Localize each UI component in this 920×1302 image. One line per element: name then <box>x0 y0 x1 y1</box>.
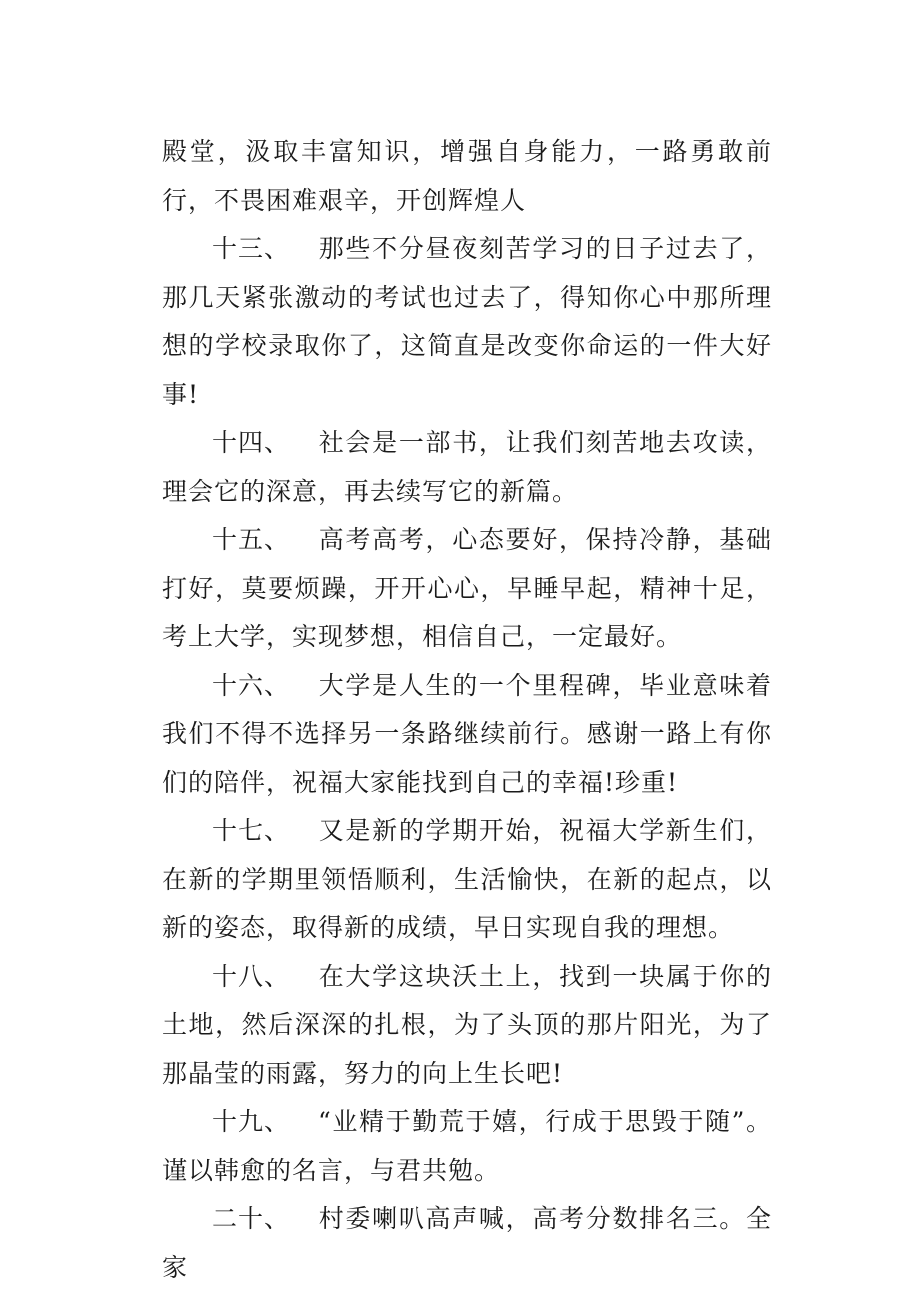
paragraph-number: 十八、 <box>212 961 291 991</box>
paragraph-text: 村委喇叭高声喊，高考分数排名三。全家 <box>162 1204 772 1282</box>
paragraph-number: 二十、 <box>212 1204 291 1233</box>
paragraph-text: 那些不分昼夜刻苦学习的日子过去了，那几天紧张激动的考试也过去了，得知你心中那所理想的学校录取你了，这简直是改变你命运的一件大好事! <box>162 234 772 409</box>
paragraph-17 <box>162 807 772 953</box>
paragraph-number: 十三、 <box>212 234 291 263</box>
paragraph-15 <box>162 516 772 662</box>
paragraph-number: 十六、 <box>212 670 291 700</box>
paragraph-14 <box>162 419 772 516</box>
paragraph-text: 在大学这块沃土上，找到一块属于你的土地，然后深深的扎根，为了头顶的那片阳光，为了那晶莹的雨露，努力的向上生长吧! <box>162 961 772 1088</box>
paragraph-continued <box>162 128 772 225</box>
paragraph-number: 十四、 <box>212 428 291 457</box>
paragraph-13 <box>162 225 772 419</box>
paragraph-text: 殿堂，汲取丰富知识，增强自身能力，一路勇敢前行，不畏困难艰辛，开创辉煌人 <box>162 137 772 215</box>
paragraph-text: 高考高考，心态要好，保持冷静，基础打好，莫要烦躁，开开心心，早睡早起，精神十足，考上大学，实现梦想，相信自己，一定最好。 <box>162 525 772 651</box>
paragraph-18 <box>162 953 772 1099</box>
paragraph-20 <box>162 1195 772 1292</box>
paragraph-16 <box>162 662 772 808</box>
paragraph-number: 十七、 <box>212 816 291 845</box>
document-body <box>162 128 772 1292</box>
paragraph-text: 社会是一部书，让我们刻苦地去攻读，理会它的深意，再去续写它的新篇。 <box>162 428 772 506</box>
paragraph-number: 十五、 <box>212 525 291 554</box>
paragraph-19 <box>162 1098 772 1195</box>
paragraph-number: 十九、 <box>212 1107 291 1136</box>
paragraph-text: 大学是人生的一个里程碑，毕业意味着我们不得不选择另一条路继续前行。感谢一路上有你们的陪伴，祝福大家能找到自己的幸福!珍重! <box>162 670 772 797</box>
paragraph-text: 又是新的学期开始，祝福大学新生们，在新的学期里领悟顺利，生活愉快，在新的起点，以新的姿态，取得新的成绩，早日实现自我的理想。 <box>162 816 772 942</box>
paragraph-text: “业精于勤荒于嬉，行成于思毁于随”。谨以韩愈的名言，与君共勉。 <box>162 1107 772 1185</box>
